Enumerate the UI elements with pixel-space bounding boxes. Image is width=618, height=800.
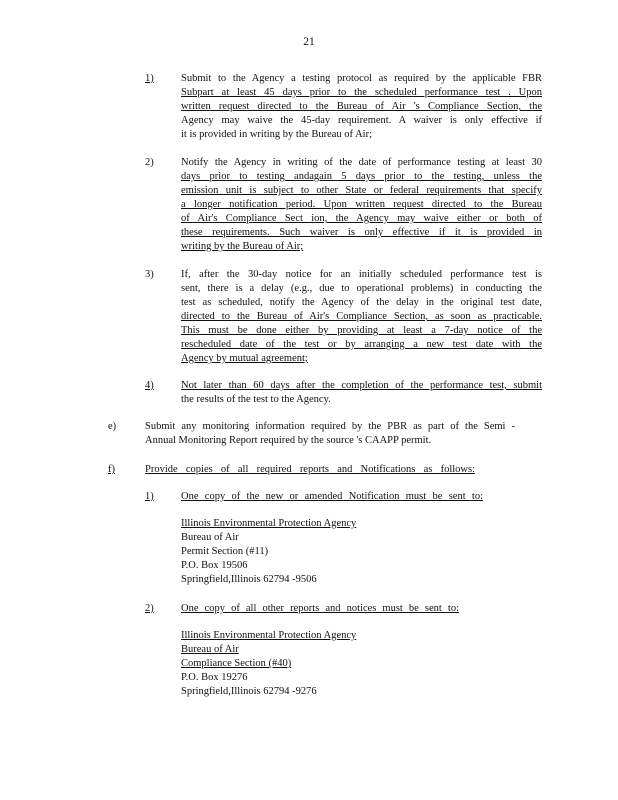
- text-line: of Air's Compliance Sect ion, the Agency may waive either or both of: [181, 213, 542, 224]
- address-line: Bureau of Air: [181, 644, 239, 655]
- address-permit-section: [181, 517, 411, 587]
- address-line: P.O. Box 19276: [181, 672, 248, 683]
- item-f2-marker: 2): [145, 603, 154, 614]
- item-e-text: [145, 420, 515, 448]
- text-line: it is provided in writing by the Bureau of Air;: [181, 129, 373, 140]
- text-line: writing by the Bureau of Air;: [181, 241, 304, 252]
- text-line: Submit to the Agency a testing protocol as required by the applicable FBR: [181, 73, 542, 84]
- address-line: Permit Section (#11): [181, 546, 269, 557]
- page-number: 21: [303, 36, 315, 48]
- text-line: sent, there is a delay (e.g., due to operational problems) in conducting the: [181, 283, 542, 294]
- text-line: Agency by mutual agreement;: [181, 353, 308, 364]
- text-line: the results of the test to the Agency.: [181, 394, 331, 405]
- text-line: This must be done either by providing at least a 7-day notice of the: [181, 325, 542, 336]
- item-1-marker: 1): [145, 73, 154, 84]
- item-2-text: [181, 156, 542, 254]
- text-line: One copy of the new or amended Notification must be sent to:: [181, 491, 483, 502]
- text-line: Provide copies of all required reports and Notifications as follows:: [145, 464, 475, 475]
- item-1-text: [181, 72, 542, 142]
- address-line: Compliance Section (#40): [181, 658, 292, 669]
- address-line: Illinois Environmental Protection Agency: [181, 630, 357, 641]
- text-line: Notify the Agency in writing of the date of performance testing at least 30: [181, 157, 542, 168]
- text-line: test as scheduled, notify the Agency of the delay in the original test date,: [181, 297, 542, 308]
- item-4-text: [181, 379, 542, 407]
- item-f-marker: f): [108, 464, 115, 475]
- text-line: Not later than 60 days after the completion of the performance test, submit: [181, 380, 542, 391]
- item-f-text: [145, 463, 475, 477]
- item-2-marker: 2): [145, 157, 154, 168]
- text-line: Agency may waive the 45-day requirement. A waiver is only effective if: [181, 115, 542, 126]
- item-f2-text: [181, 602, 459, 616]
- text-line: rescheduled date of the test or by arranging a new test date with the: [181, 339, 542, 350]
- item-e-marker: e): [108, 421, 117, 432]
- text-line: Submit any monitoring information required by the PBR as part of the Semi -: [145, 421, 515, 432]
- text-line: emission unit is subject to other State or federal requirements that specify: [181, 185, 542, 196]
- address-line: Bureau of Air: [181, 532, 239, 543]
- address-compliance-section: [181, 629, 411, 699]
- text-line: One copy of all other reports and notices must be sent to:: [181, 603, 459, 614]
- address-line: Springfield,Illinois 62794 -9506: [181, 574, 317, 585]
- item-3-marker: 3): [145, 269, 154, 280]
- text-line: days prior to testing andagain 5 days prior to the testing, unless the: [181, 171, 542, 182]
- text-line: Subpart at least 45 days prior to the scheduled performance test . Upon: [181, 87, 542, 98]
- text-line: Annual Monitoring Report required by the source 's CAAPP permit.: [145, 435, 432, 446]
- item-3-text: [181, 268, 542, 366]
- text-line: these requirements. Such waiver is only effective if it is provided in: [181, 227, 542, 238]
- text-line: a longer notification period. Upon written request directed to the Bureau: [181, 199, 542, 210]
- address-line: P.O. Box 19506: [181, 560, 248, 571]
- item-f1-marker: 1): [145, 491, 154, 502]
- item-4-marker: 4): [145, 380, 154, 391]
- address-line: Illinois Environmental Protection Agency: [181, 518, 357, 529]
- text-line: If, after the 30-day notice for an initially scheduled performance test is: [181, 269, 542, 280]
- text-line: directed to the Bureau of Air's Compliance Section, as soon as practicable.: [181, 311, 542, 322]
- item-f1-text: [181, 490, 483, 504]
- text-line: written request directed to the Bureau of Air 's Compliance Section, the: [181, 101, 542, 112]
- address-line: Springfield,Illinois 62794 -9276: [181, 686, 317, 697]
